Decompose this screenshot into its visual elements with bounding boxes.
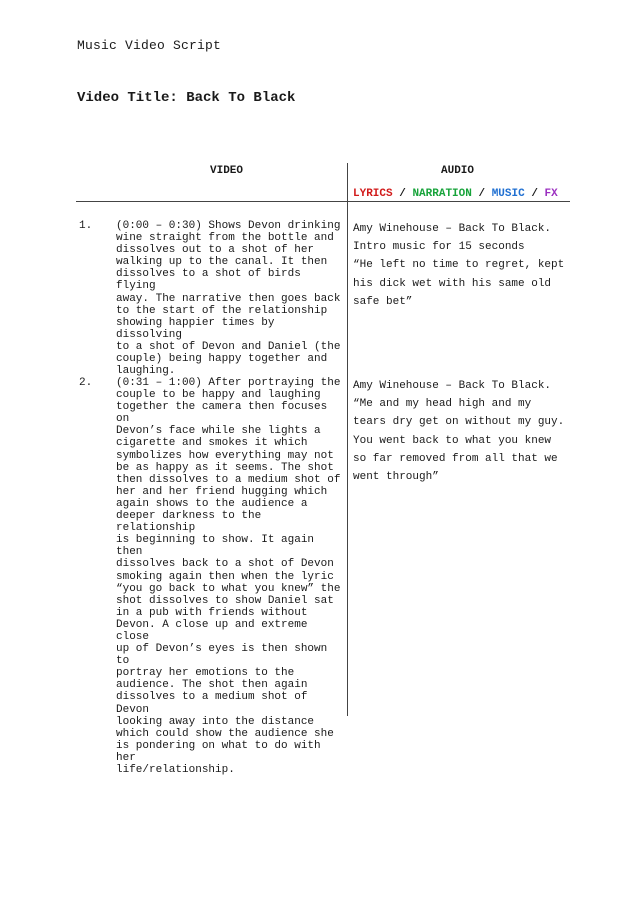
text-line: be as happy as it seems. The shot: [116, 461, 334, 474]
text-line: showing happier times by dissolving: [116, 316, 275, 341]
legend-separator: /: [399, 188, 406, 200]
text-line: Intro music for 15 seconds: [353, 241, 525, 254]
text-line: deeper darkness to the relationship: [116, 510, 262, 535]
legend-music: MUSIC: [491, 188, 525, 200]
legend-separator: /: [531, 188, 538, 200]
text-line: portray her emotions to the: [116, 667, 295, 680]
video-column-heading: VIDEO: [210, 165, 244, 177]
text-line: his dick wet with his same old: [353, 277, 552, 290]
legend-separator: /: [478, 188, 486, 200]
header-divider: [76, 201, 570, 202]
text-line: You went back to what you knew: [353, 434, 552, 447]
text-line: which could show the audience she: [116, 727, 334, 740]
audio-description: [353, 377, 568, 486]
text-line: tears dry get on without my guy.: [353, 416, 565, 429]
text-line: (0:00 – 0:30) Shows Devon drinking: [116, 220, 341, 232]
text-line: looking away into the distance: [116, 715, 315, 728]
video-description: [116, 220, 344, 377]
text-line: is pondering on what to do with her: [116, 739, 321, 764]
row-number: 1.: [79, 220, 93, 232]
audio-legend: [353, 188, 558, 200]
video-description: [116, 377, 344, 776]
legend-lyrics: LYRICS: [353, 188, 393, 200]
text-line: in a pub with friends without: [116, 606, 308, 619]
text-line: wine straight from the bottle and: [116, 232, 334, 245]
text-line: again shows to the audience a: [116, 497, 308, 510]
text-line: cigarette and smokes it which: [116, 437, 308, 450]
text-line: her and her friend hugging which: [116, 485, 328, 498]
text-line: Amy Winehouse – Back To Black.: [353, 223, 552, 235]
text-line: then dissolves to a medium shot of: [116, 473, 341, 486]
text-line: laughing.: [116, 365, 176, 378]
text-line: walking up to the canal. It then: [116, 256, 328, 269]
text-line: together the camera then focuses on: [116, 401, 328, 426]
text-line: Amy Winehouse – Back To Black.: [353, 380, 552, 392]
text-line: so far removed from all that we: [353, 452, 558, 465]
column-divider: [347, 163, 348, 716]
text-line: “He left no time to regret, kept: [353, 259, 565, 272]
legend-narration: NARRATION: [412, 188, 472, 200]
text-line: “Me and my head high and my: [353, 398, 532, 411]
text-line: dissolves to a medium shot of Devon: [116, 691, 308, 716]
document-header: Music Video Script: [77, 38, 222, 53]
text-line: up of Devon’s eyes is then shown to: [116, 643, 328, 668]
text-line: couple) being happy together and: [116, 353, 328, 366]
text-line: life/relationship.: [116, 764, 235, 776]
text-line: to the start of the relationship: [116, 304, 328, 317]
text-line: dissolves back to a shot of Devon: [116, 558, 334, 571]
text-line: Devon’s face while she lights a: [116, 425, 321, 438]
text-line: “you go back to what you knew” the: [116, 582, 341, 595]
text-line: to a shot of Devon and Daniel (the: [116, 340, 341, 353]
text-line: symbolizes how everything may not: [116, 449, 334, 462]
legend-fx: FX: [544, 188, 558, 200]
text-line: dissolves out to a shot of her: [116, 244, 315, 257]
text-line: audience. The shot then again: [116, 679, 308, 692]
text-line: (0:31 – 1:00) After portraying the: [116, 377, 341, 389]
text-line: away. The narrative then goes back: [116, 292, 341, 305]
text-line: safe bet”: [353, 295, 413, 308]
text-line: dissolves to a shot of birds flying: [116, 268, 301, 293]
audio-column-heading: AUDIO: [441, 165, 475, 177]
text-line: shot dissolves to show Daniel sat: [116, 594, 334, 607]
text-line: is beginning to show. It again then: [116, 534, 315, 559]
text-line: went through”: [353, 471, 439, 484]
text-line: smoking again then when the lyric: [116, 570, 334, 583]
text-line: couple to be happy and laughing: [116, 389, 321, 402]
row-number: 2.: [79, 377, 93, 389]
text-line: Devon. A close up and extreme close: [116, 618, 308, 643]
video-title: Video Title: Back To Black: [77, 90, 296, 106]
audio-description: [353, 220, 568, 311]
